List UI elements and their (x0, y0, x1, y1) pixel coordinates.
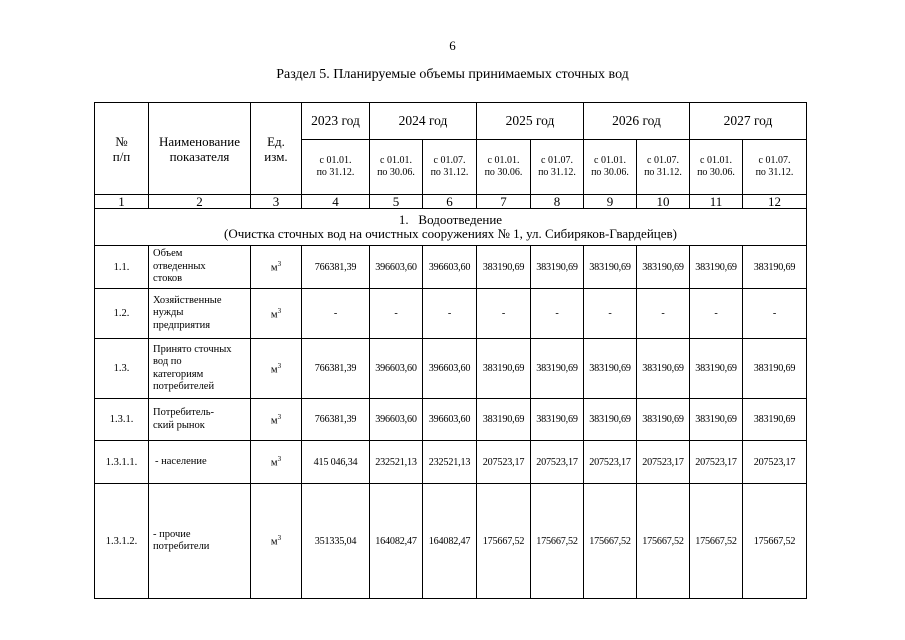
column-number-6: 6 (423, 195, 477, 209)
section-heading-line1: 1. Водоотведение (398, 212, 503, 227)
row-value: 175667,52 (531, 484, 584, 599)
column-number-9: 9 (584, 195, 637, 209)
row-unit (251, 399, 302, 441)
section-heading (95, 209, 807, 246)
header-period-line: с 01.07. (758, 155, 791, 166)
column-number-2: 2 (149, 195, 251, 209)
row-indicator-name-line: - население (155, 455, 207, 467)
row-indicator-name-line: Хозяйственные (153, 294, 222, 306)
header-period-6 (584, 140, 637, 195)
row-value: 383190,69 (477, 246, 531, 289)
unit-exponent: 3 (277, 412, 282, 421)
unit-exponent: 3 (277, 361, 282, 370)
header-unit (251, 103, 302, 195)
row-indicator-name-line: отведенных (153, 260, 206, 272)
row-value: 383190,69 (531, 246, 584, 289)
header-period-line: по 30.06. (377, 167, 415, 178)
unit-base: м (270, 309, 278, 321)
row-indicator-name (149, 441, 251, 484)
row-value: 383190,69 (690, 246, 743, 289)
row-value: - (370, 289, 423, 339)
row-value: 207523,17 (690, 441, 743, 484)
row-value: 383190,69 (584, 339, 637, 399)
header-num-line1: № (115, 133, 128, 149)
row-value: 207523,17 (743, 441, 807, 484)
row-code: 1.3. (95, 339, 149, 399)
row-value: 383190,69 (531, 339, 584, 399)
header-row-column-numbers (95, 195, 807, 209)
header-year-2023: 2023 год (302, 103, 370, 140)
row-value: 383190,69 (743, 339, 807, 399)
row-code: 1.3.1.1. (95, 441, 149, 484)
section-row (95, 209, 807, 246)
unit-base: м (270, 262, 278, 274)
header-period-line: с 01.01. (700, 155, 732, 166)
row-indicator-name (149, 289, 251, 339)
column-number-7: 7 (477, 195, 531, 209)
row-value: 383190,69 (690, 339, 743, 399)
row-code: 1.3.1. (95, 399, 149, 441)
header-period-line: с 01.01. (487, 155, 520, 166)
row-value: - (531, 289, 584, 339)
row-value: 766381,39 (302, 339, 370, 399)
header-period-5 (531, 140, 584, 195)
row-indicator-name-line: - прочие (153, 528, 191, 540)
row-value: 766381,39 (302, 246, 370, 289)
header-period-8 (690, 140, 743, 195)
row-indicator-name (149, 399, 251, 441)
row-indicator-name-line: стоков (153, 273, 183, 285)
header-period-line: по 31.12. (538, 167, 576, 178)
row-value: 207523,17 (531, 441, 584, 484)
header-period-line: с 01.01. (319, 155, 352, 166)
header-period-2 (370, 140, 423, 195)
row-value: 396603,60 (423, 339, 477, 399)
unit-base: м (270, 536, 278, 548)
row-value: 164082,47 (423, 484, 477, 599)
row-unit (251, 484, 302, 599)
header-period-4 (477, 140, 531, 195)
table-row (95, 399, 807, 441)
row-value: 766381,39 (302, 399, 370, 441)
row-unit (251, 246, 302, 289)
row-indicator-name (149, 339, 251, 399)
row-value: 175667,52 (477, 484, 531, 599)
section-title: Раздел 5. Планируемые объемы принимаемых сточных вод (276, 67, 629, 82)
row-value: 232521,13 (423, 441, 477, 484)
header-period-line: по 30.06. (484, 167, 523, 178)
row-indicator-name-line: ский рынок (153, 419, 205, 431)
row-unit (251, 289, 302, 339)
header-period-line: по 31.12. (644, 167, 682, 178)
row-indicator-name-line: нужды (153, 307, 184, 319)
row-indicator-name-line: потребителей (153, 381, 215, 392)
table-row (95, 339, 807, 399)
row-indicator-name-line: Принято сточных (153, 343, 232, 355)
wastewater-volumes-table (94, 102, 807, 599)
row-value: 383190,69 (477, 339, 531, 399)
column-number-3: 3 (251, 195, 302, 209)
header-num (95, 103, 149, 195)
header-period-line: по 31.12. (755, 167, 794, 178)
row-value: 383190,69 (637, 246, 690, 289)
column-number-5: 5 (370, 195, 423, 209)
header-period-line: по 31.12. (316, 167, 355, 178)
row-indicator-name (149, 246, 251, 289)
row-value: - (743, 289, 807, 339)
row-value: 232521,13 (370, 441, 423, 484)
row-value: 164082,47 (370, 484, 423, 599)
row-value: 396603,60 (370, 246, 423, 289)
column-number-4: 4 (302, 195, 370, 209)
row-unit (251, 339, 302, 399)
header-year-2024: 2024 год (370, 103, 477, 140)
header-period-line: с 01.01. (380, 155, 412, 166)
row-value: - (423, 289, 477, 339)
header-period-line: с 01.07. (647, 155, 679, 166)
row-code: 1.3.1.2. (95, 484, 149, 599)
row-value: 207523,17 (584, 441, 637, 484)
table-row (95, 484, 807, 599)
row-value: 175667,52 (637, 484, 690, 599)
section-heading-line2: (Очистка сточных вод на очистных сооружениях № 1, ул. Сибиряков-Гвардейцев) (224, 226, 677, 241)
unit-exponent: 3 (277, 306, 282, 315)
header-unit-line1: Ед. (267, 133, 285, 149)
row-indicator-name-line: Потребитель- (153, 407, 215, 418)
row-value: - (637, 289, 690, 339)
row-indicator-name-line: категориям (153, 368, 204, 380)
column-number-10: 10 (637, 195, 690, 209)
unit-exponent: 3 (277, 260, 282, 269)
unit-exponent: 3 (277, 534, 282, 543)
row-value: 383190,69 (690, 399, 743, 441)
unit-base: м (270, 457, 278, 469)
unit-base: м (270, 364, 278, 376)
header-name-line2: показателя (169, 148, 230, 164)
row-value: 383190,69 (584, 399, 637, 441)
row-value: 175667,52 (690, 484, 743, 599)
header-unit-line2: изм. (264, 148, 288, 164)
row-value: 396603,60 (423, 246, 477, 289)
row-value: - (690, 289, 743, 339)
header-year-2027: 2027 год (690, 103, 807, 140)
header-period-1 (302, 140, 370, 195)
header-period-line: с 01.01. (594, 155, 626, 166)
header-name-line1: Наименование (159, 133, 240, 149)
row-indicator-name-line: вод по (153, 356, 182, 367)
page-number: 6 (449, 38, 456, 53)
table-row (95, 289, 807, 339)
header-period-line: по 30.06. (591, 167, 629, 178)
row-value: 396603,60 (370, 339, 423, 399)
row-value: 175667,52 (584, 484, 637, 599)
column-number-8: 8 (531, 195, 584, 209)
row-value: 351335,04 (302, 484, 370, 599)
row-unit (251, 441, 302, 484)
row-indicator-name-line: предприятия (153, 319, 211, 331)
row-value: 383190,69 (637, 339, 690, 399)
row-value: 383190,69 (584, 246, 637, 289)
row-value: 207523,17 (637, 441, 690, 484)
row-value: 415 046,34 (302, 441, 370, 484)
column-number-1: 1 (95, 195, 149, 209)
header-period-3 (423, 140, 477, 195)
row-value: 383190,69 (743, 399, 807, 441)
row-value: 383190,69 (743, 246, 807, 289)
header-year-2026: 2026 год (584, 103, 690, 140)
row-code: 1.1. (95, 246, 149, 289)
header-period-7 (637, 140, 690, 195)
row-indicator-name-line: потребители (153, 541, 210, 552)
row-value: 396603,60 (370, 399, 423, 441)
header-row-years (95, 103, 807, 140)
row-value: - (584, 289, 637, 339)
header-period-line: по 30.06. (697, 167, 735, 178)
header-period-line: по 31.12. (430, 167, 469, 178)
row-value: 383190,69 (531, 399, 584, 441)
row-value: - (302, 289, 370, 339)
row-value: 383190,69 (637, 399, 690, 441)
row-code: 1.2. (95, 289, 149, 339)
row-indicator-name-line: Объем (153, 248, 183, 260)
header-name (149, 103, 251, 195)
row-indicator-name (149, 484, 251, 599)
table-row (95, 441, 807, 484)
column-number-11: 11 (690, 195, 743, 209)
header-year-2025: 2025 год (477, 103, 584, 140)
row-value: 383190,69 (477, 399, 531, 441)
header-period-9 (743, 140, 807, 195)
row-value: 175667,52 (743, 484, 807, 599)
row-value: 396603,60 (423, 399, 477, 441)
header-period-line: с 01.07. (433, 155, 466, 166)
row-value: - (477, 289, 531, 339)
table-row (95, 246, 807, 289)
unit-base: м (270, 415, 278, 427)
header-num-line2: п/п (112, 148, 131, 164)
header-period-line: с 01.07. (541, 155, 573, 166)
unit-exponent: 3 (277, 455, 282, 464)
column-number-12: 12 (743, 195, 807, 209)
row-value: 207523,17 (477, 441, 531, 484)
